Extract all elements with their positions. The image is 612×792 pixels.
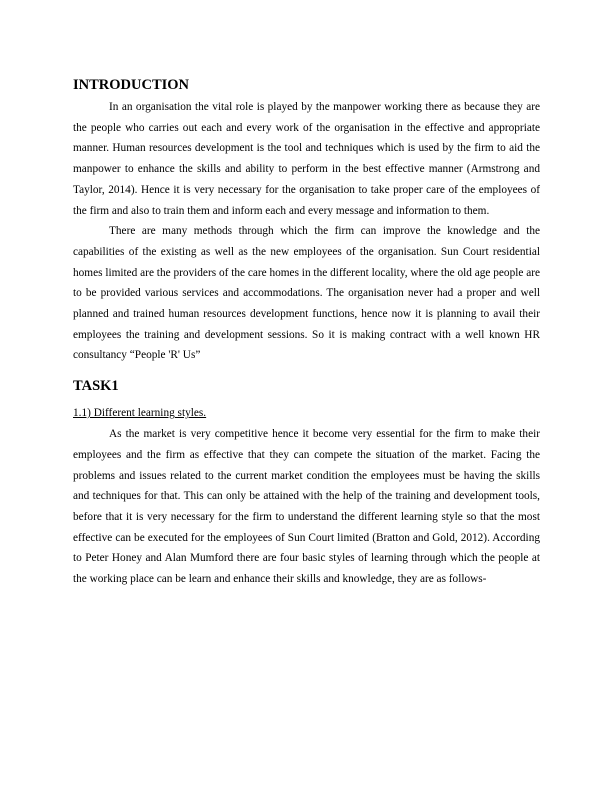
introduction-paragraph-1: In an organisation the vital role is played by the manpower working there as because they are the people who carries out each and every work of the organisation in the effective and appropriate manner. Human resources development is the tool and techniques which is used by the firm to aid the manpower to enhance the skills and ability to perform in the best effective manner (Armstrong and Taylor, 2014). Hence it is very necessary for the organisation to take proper care of the employees of the firm and also to train them and inform each and every message and information to them. <box>73 101 540 217</box>
learning-styles-subheading: 1.1) Different learning styles. <box>73 407 207 420</box>
introduction-heading: INTRODUCTION <box>73 77 190 93</box>
page-content <box>73 76 540 590</box>
task1-paragraph-1: As the market is very competitive hence it become very essential for the firm to make their employees and the firm as effective that they can compete the situation of the market. Facing the problems and issues related to the current market condition the employees must be having the skills and techniques for that. This can only be attained with the help of the training and development tools, before that it is very necessary for the firm to understand the different learning style so that the most effective can be executed for the employees of Sun Court limited (Bratton and Gold, 2012). According to Peter Honey and Alan Mumford there are four basic styles of learning through which the people at the working place can be learn and enhance their skills and knowledge, they are as follows- <box>73 428 540 586</box>
task1-heading: TASK1 <box>73 378 119 395</box>
introduction-paragraph-2: There are many methods through which the firm can improve the knowledge and the capabilities of the existing as well as the new employees of the organisation. Sun Court residential homes limited are the providers of the care homes in the different locality, where the old age people are to be provided various services and accommodations. The organisation never had a proper and well planned and trained human resources development functions, hence now it is planning to avail their employees the training and development sessions. So it is making contract with a well known HR consultancy “People 'R' Us” <box>73 225 540 362</box>
